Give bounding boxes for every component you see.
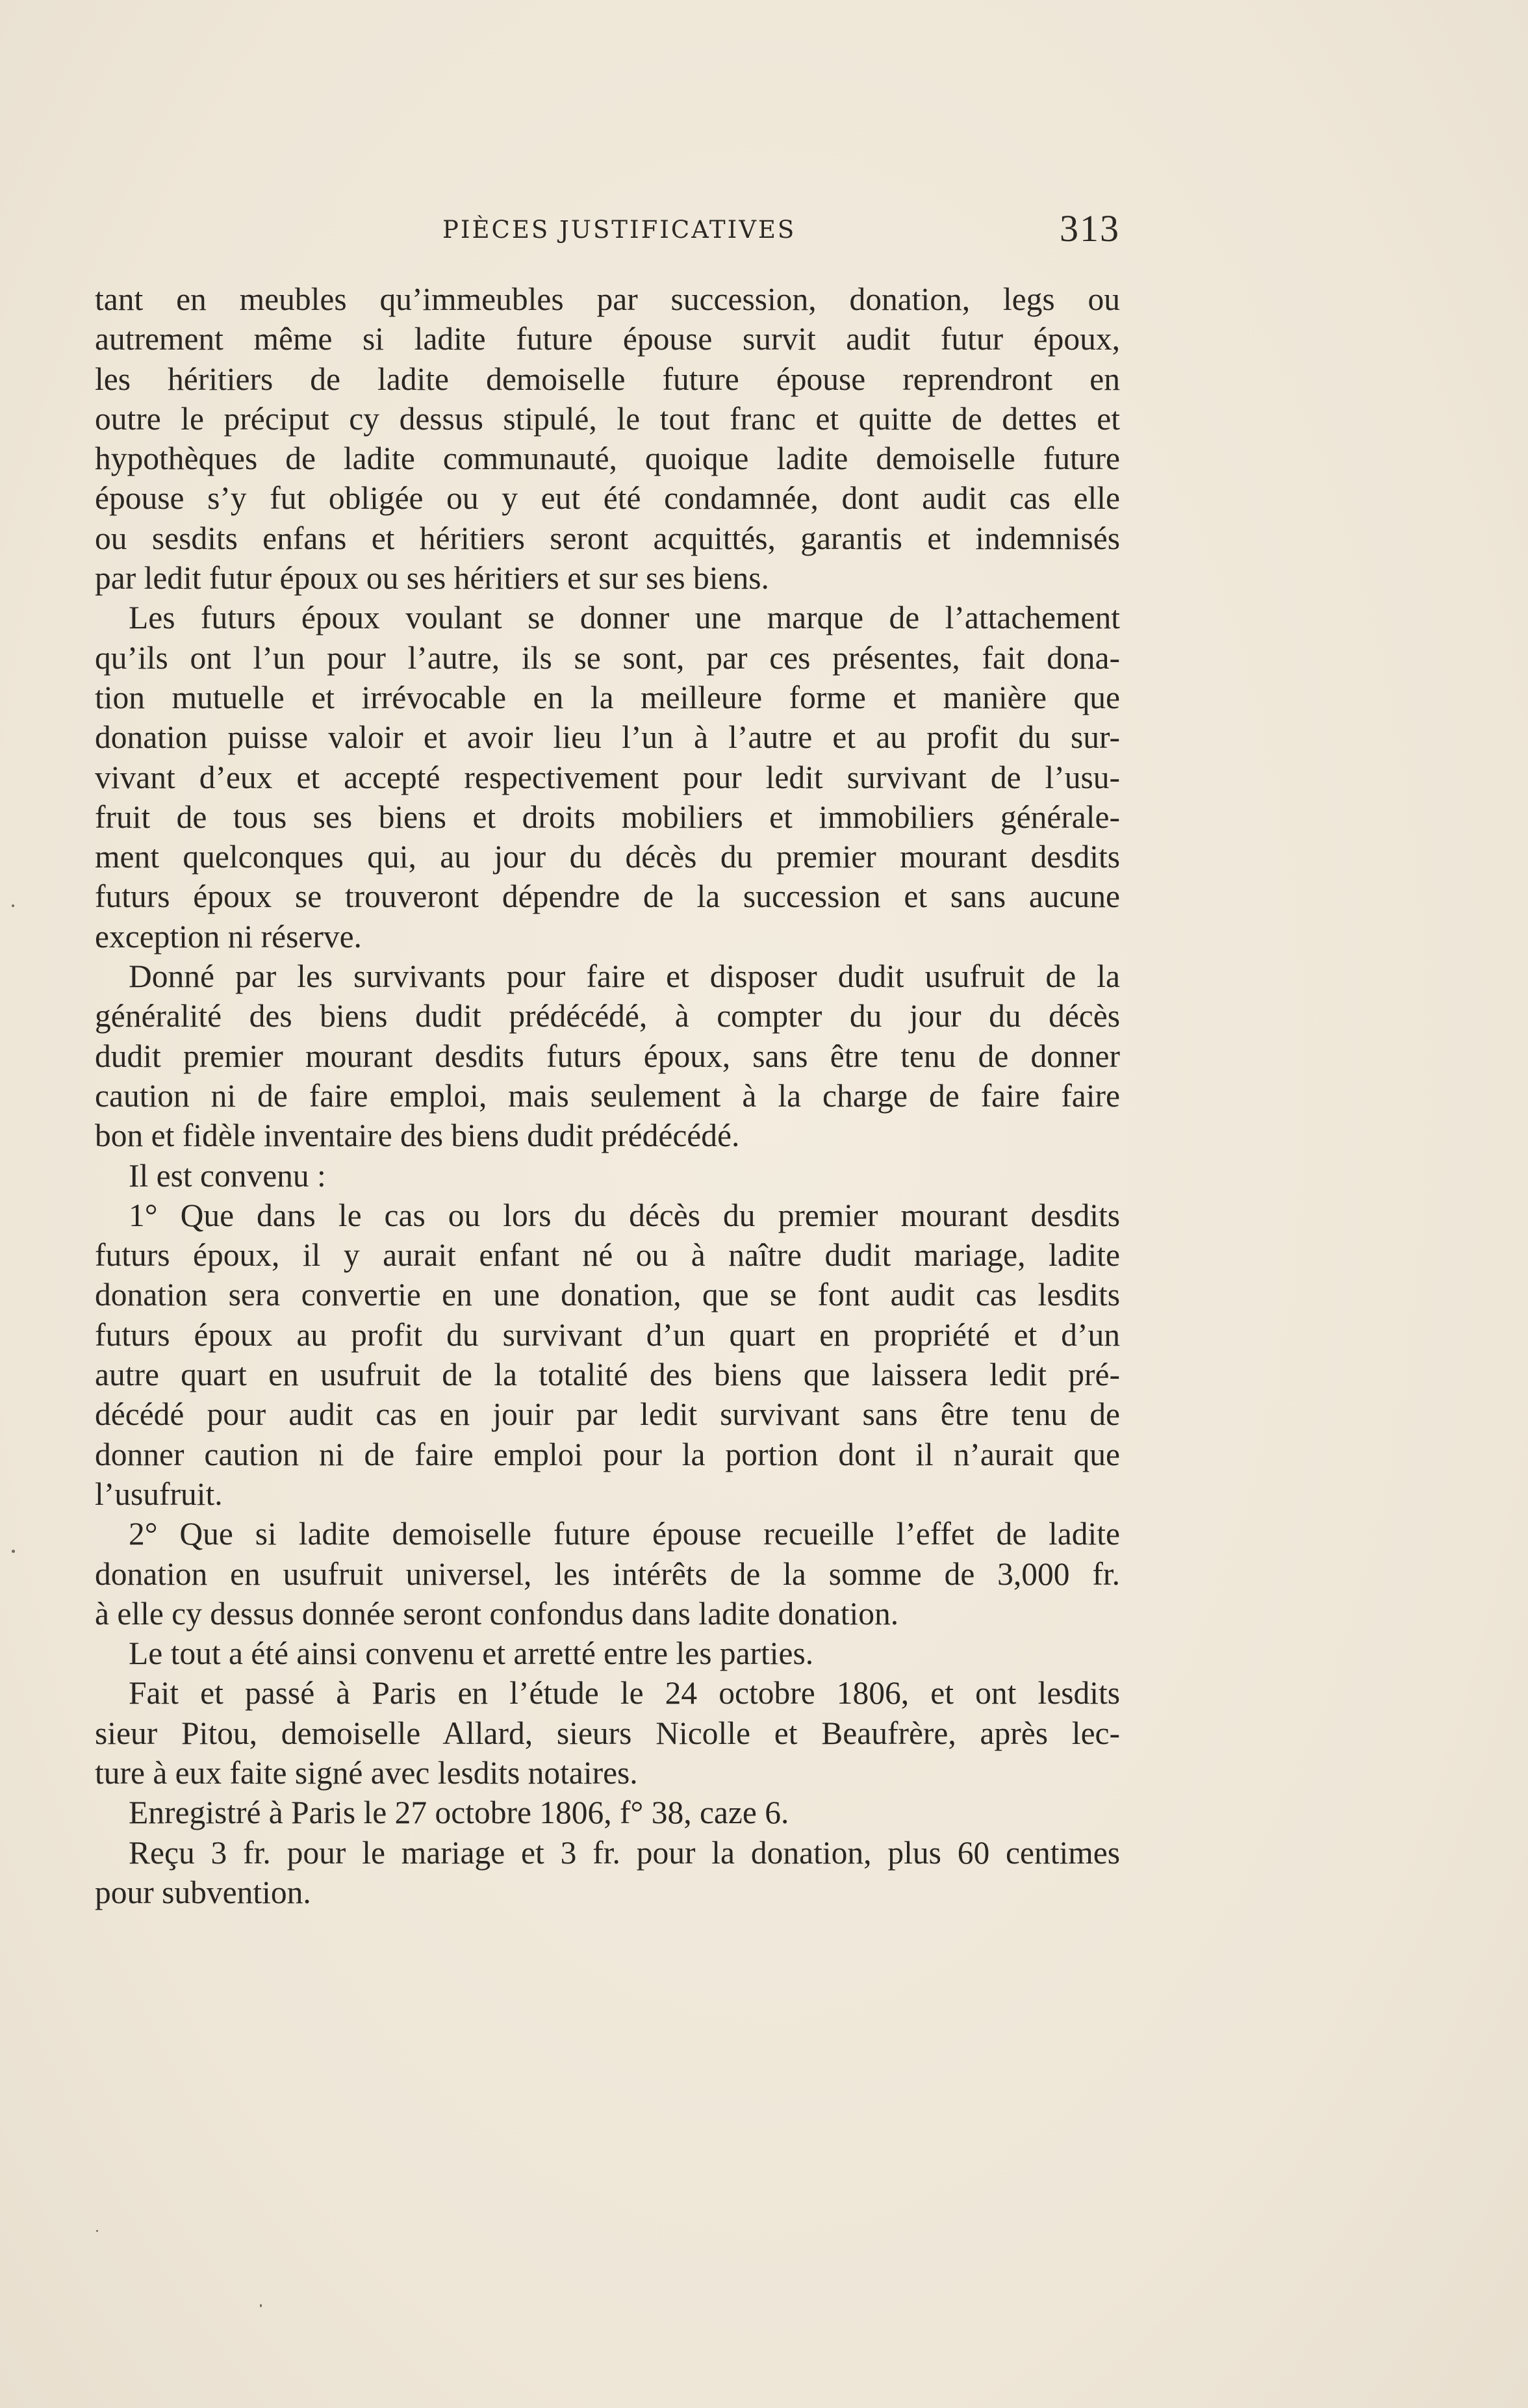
paragraph [95,1514,1120,1633]
text-line: donation en usufruit universel, les intérêts de la somme de 3,000 fr. [95,1556,1120,1592]
text-line: Enregistré à Paris le 27 octobre 1806, f° 38, caze 6. [129,1795,789,1831]
text-line: donation sera convertie en une donation, que se font audit cas lesdits [95,1277,1120,1313]
text-line: Donné par les survivants pour faire et disposer dudit usufruit de la [129,958,1120,995]
text-line: Les futurs époux voulant se donner une marque de l’attachement [129,600,1120,636]
text-line: futurs époux, il y aurait enfant né ou à naître dudit mariage, ladite [95,1237,1120,1274]
page-number: 313 [1060,207,1120,250]
text-line: ou sesdits enfans et héritiers seront acquittés, garantis et indemnisés [95,520,1120,556]
text-line: futurs époux au profit du survivant d’un quart en propriété et d’un [95,1316,1120,1353]
page-header [95,207,1120,253]
paper-speck [260,2304,262,2307]
text-line: tion mutuelle et irrévocable en la meilleure forme et manière que [95,679,1120,715]
text-line: généralité des biens dudit prédécédé, à compter du jour du décès [95,998,1120,1034]
paragraph [95,598,1120,956]
paragraph [95,1633,1120,1673]
text-line: pour subvention. [95,1874,311,1910]
text-line: décédé pour audit cas en jouir par ledit survivant sans être tenu de [95,1396,1120,1433]
text-line: caution ni de faire emploi, mais seulement à la charge de faire faire [95,1077,1120,1114]
text-line: les héritiers de ladite demoiselle future épouse reprendront en [95,361,1120,397]
text-line: exception ni réserve. [95,918,362,954]
text-line: autre quart en usufruit de la totalité des biens que laissera ledit pré- [95,1357,1120,1393]
paragraph [95,1833,1120,1913]
text-line: fruit de tous ses biens et droits mobiliers et immobiliers générale- [95,799,1120,835]
paragraph [95,279,1120,598]
text-line: ment quelconques qui, au jour du décès du premier mourant desdits [95,839,1120,875]
paragraph [95,1196,1120,1514]
text-line: donation puisse valoir et avoir lieu l’un à l’autre et au profit du sur- [95,719,1120,756]
text-line: autrement même si ladite future épouse survit audit futur époux, [95,321,1120,357]
text-line: 2° Que si ladite demoiselle future épouse recueille l’effet de ladite [129,1516,1120,1552]
text-line: qu’ils ont l’un pour l’autre, ils se sont, par ces présentes, fait dona- [95,639,1120,676]
text-line: vivant d’eux et accepté respectivement pour ledit survivant de l’usu- [95,759,1120,795]
text-line: bon et fidèle inventaire des biens dudit prédécédé. [95,1118,740,1154]
text-line: par ledit futur époux ou ses héritiers et sur ses biens. [95,560,769,596]
text-line: dudit premier mourant desdits futurs époux, sans être tenu de donner [95,1038,1120,1074]
running-title: PIÈCES JUSTIFICATIVES [442,216,796,244]
text-line: ture à eux faite signé avec lesdits notaires. [95,1754,638,1791]
text-line: sieur Pitou, demoiselle Allard, sieurs Nicolle et Beaufrère, après lec- [95,1715,1120,1751]
text-line: outre le préciput cy dessus stipulé, le tout franc et quitte de dettes et [95,400,1120,437]
text-line: à elle cy dessus donnée seront confondus dans ladite donation. [95,1595,899,1632]
paragraph [95,1156,1120,1196]
text-line: Il est convenu : [129,1157,326,1194]
paragraph [95,1673,1120,1793]
paper-speck [12,1550,15,1553]
text-line: l’usufruit. [95,1476,223,1512]
paragraph [95,1793,1120,1832]
paper-speck [96,2230,98,2232]
text-line: Reçu 3 fr. pour le mariage et 3 fr. pour la donation, plus 60 centimes [129,1834,1120,1871]
text-line: futurs époux se trouveront dépendre de la succession et sans aucune [95,878,1120,915]
paper-speck [12,904,14,907]
body-text [95,279,1120,1912]
text-line: tant en meubles qu’immeubles par succession, donation, legs ou [95,281,1120,317]
text-line: 1° Que dans le cas ou lors du décès du premier mourant desdits [129,1197,1120,1233]
text-line: Fait et passé à Paris en l’étude le 24 octobre 1806, et ont lesdits [129,1675,1120,1711]
text-line: Le tout a été ainsi convenu et arretté entre les parties. [129,1635,814,1672]
text-line: hypothèques de ladite communauté, quoique ladite demoiselle future [95,441,1120,477]
text-line: épouse s’y fut obligée ou y eut été condamnée, dont audit cas elle [95,480,1120,517]
paragraph [95,956,1120,1155]
text-line: donner caution ni de faire emploi pour la portion dont il n’aurait que [95,1436,1120,1472]
